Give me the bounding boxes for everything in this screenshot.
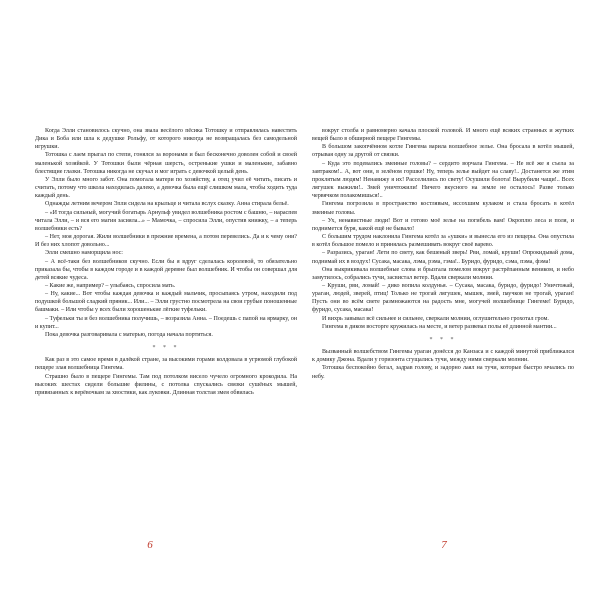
paragraph: – Нет, моя дорогая. Жили волшебники в прежние времена, а потом перевелись. Да и к чему они? И без них хлопот довольно...	[35, 234, 297, 249]
paragraph: – Круши, рви, ломай! – дико вопила колдунья. – Сусака, масака, буридо, фуридо! Уничтожай, ураган, людей, зверей, птиц! Только не трогай лягушек, мышек, змей, паучков не трогай, ураган! Пусть они во всём свете размножаются на радость мне, могучей волшебнице Гингеме! Буридо, фуридо, сусака, масака!	[312, 282, 574, 314]
section-separator: * * *	[429, 336, 457, 343]
paragraph: Гингема погрозила в пространство костлявым, иссохшим кулаком и стала бросать в котёл змеиные головы.	[312, 201, 574, 216]
paragraph: Вызванный волшебством Гингемы ураган донёсся до Канзаса и с каждой минутой приближался к домику Джона. Вдали у горизонта сгущались тучи, между ними сверкали молнии.	[312, 349, 574, 364]
paragraph: – Туфельки ты и без волшебника получишь, – возразила Анна. – Поедешь с папой на ярмарку, он и купит...	[35, 315, 297, 330]
paragraph: – Какие же, например? – улыбаясь, спросила мать.	[45, 282, 176, 289]
right-paragraphs-b	[312, 348, 574, 381]
paragraph: Элли смешно наморщила нос:	[45, 250, 123, 257]
paragraph: – А всё-таки без волшебников скучно. Если бы я вдруг сделалась королевой, то обязательно приказала бы, чтобы в каждом городе и в каждой деревне был волшебник. И чтобы он совершал для детей всякие чудеса.	[35, 258, 297, 281]
left-paragraphs-b	[35, 356, 297, 397]
paragraph: – Ну, какие... Вот чтобы каждая девочка и каждый мальчик, просыпаясь утром, находили под подушкой большой сладкий пряник... Или... – Элли грустно посмотрела на свои грубые поношенные башмаки. – Или чтобы у всех были хорошенькие лёгкие туфельки.	[35, 291, 297, 314]
paragraph: Пока девочка разговаривала с матерью, погода начала портиться.	[45, 331, 213, 338]
paragraph: Тотошка беспокойно бегал, задрав голову, и задорно лаял на тучи, которые быстро мчались по небу.	[312, 365, 574, 380]
paragraph: И вихрь завывал всё сильнее и сильнее, сверкали молнии, оглушительно грохотал гром.	[322, 315, 549, 322]
paragraph: – «И тогда сильный, могучий богатырь Арнульф увидел волшебника ростом с башню, – нараспев читала Элли, – и вся его магия засияла...» – Мамочка, – спросила Элли, опустив книжку, – а теперь волшебники есть?	[35, 209, 297, 232]
right-paragraphs-a	[312, 127, 574, 331]
paragraph: Тотошка с лаем прыгал по степи, гонялся за воронами и был бесконечно доволен собой и своей маленькой хозяйкой. У Тотошки были чёрная шерсть, остренькие ушки и маленькие, забавно блестящие глазки. Тотошка никогда не скучал и мог играть с девочкой целый день.	[35, 152, 297, 175]
paragraph: – Ух, ненавистные люди! Вот и готово моё зелье на погибель вам! Окроплю леса и поля, и поднимется буря, какой ещё не бывало!	[312, 217, 574, 232]
left-page	[35, 127, 297, 587]
paragraph: Когда Элли становилось скучно, она звала весёлого пёсика Тотошку и отправлялась навестить Дика и Боба или шла к дедушке Рольфу, от которого никогда не возвращалась без самодельной игрушки.	[35, 128, 297, 151]
paragraph: Как раз в это самое время в далёкой стране, за высокими горами колдовала в угрюмой глубокой пещере злая волшебница Гингема.	[35, 357, 297, 372]
section-separator: * * *	[152, 345, 180, 352]
paragraph: – Разразись, ураган! Лети по свету, как бешеный зверь! Рви, ломай, круши! Опрокидывай дома, поднимай их в воздух! Сусака, масака, лэма, рэма, гэма!.. Буридо, фуридо, сэма, пэма, фэма!	[312, 250, 574, 265]
paragraph: Страшно было в пещере Гингемы. Там под потолком висело чучело огромного крокодила. На высоких шестах сидели большие филины, с потолка спускались связки сушёных мышей, привязанных к верёвочкам за хвостики, как луковки. Длинная толстая змея обвилась	[35, 373, 297, 396]
paragraph: У Элли было много забот. Она помогала матери по хозяйству, а отец учил её читать, писать и считать, потому что школа находилась далеко, а девочка была ещё слишком мала, чтобы ходить туда каждый день.	[35, 176, 297, 200]
page-number-right: 7	[441, 539, 447, 551]
paragraph: В большом закопчённом котле Гингема варила волшебное зелье. Она бросала в котёл мышей, отрывая одну за другой от связки.	[312, 144, 574, 159]
right-page	[312, 127, 574, 587]
page-number-left: 6	[147, 539, 153, 551]
paragraph: вокруг столба и равномерно качала плоской головой. И много ещё всяких странных и жутких вещей было в обширной пещере Гингемы.	[312, 128, 574, 143]
paragraph: С большим трудом наклонила Гингема котёл за «ушки» и вынесла его из пещеры. Она опустила в котёл большое помело и принялась размешивать вокруг своё варево.	[312, 234, 574, 249]
paragraph: Она выкрикивала волшебные слова и брызгала помелом вокруг растрёпанным веником, и небо замутилось, собрались тучи, засвистал ветер. Вдали сверкали молнии.	[312, 266, 574, 281]
left-paragraphs-a	[35, 127, 297, 339]
paragraph: Однажды летним вечером Элли сидела на крыльце и читала вслух сказку. Анна стирала бельё.	[45, 201, 289, 208]
paragraph: Гингема в диком восторге кружилась на месте, и ветер развевал полы её длинной мантии...	[322, 323, 557, 330]
paragraph: – Куда это подевались змеиные головы? – сердито ворчала Гингема. – Не всё же я съела за завтраком!.. А, вот они, в зелёном горшке! Ну, теперь зелье выйдет на славу!.. Достанется же этим проклятым людям! Ненавижу я их! Расселились по свету! Осушили болота! Вырубили чащи!.. Всех лягушек выжили!.. Змей уничтожили! Ничего вкусного на земле не осталось! Разве только червячком полакомишься!..	[312, 160, 574, 200]
